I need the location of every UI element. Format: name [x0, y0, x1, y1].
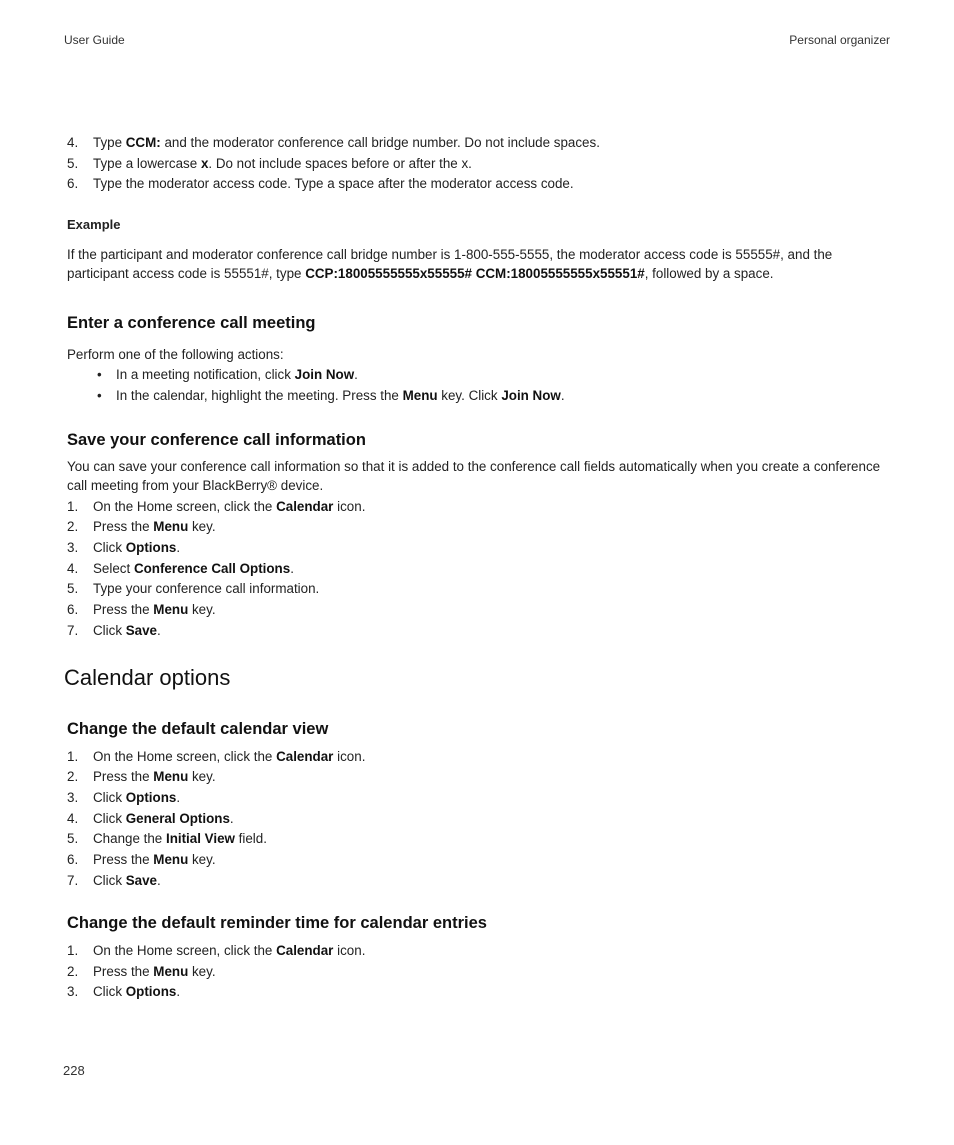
list-item: 5. Type your conference call information.: [67, 581, 320, 596]
example-heading: Example: [67, 217, 121, 232]
list-item: 1. On the Home screen, click the Calendar icon.: [67, 943, 366, 958]
list-item: 2. Press the Menu key.: [67, 964, 216, 979]
chapter-heading-calendar-options: Calendar options: [64, 665, 231, 690]
list-item: 1. On the Home screen, click the Calendar icon.: [67, 499, 366, 514]
list-item: 1. On the Home screen, click the Calendar icon.: [67, 749, 366, 764]
running-header-left: User Guide: [64, 33, 125, 47]
section-heading-save: Save your conference call information: [67, 431, 366, 449]
list-item: 3. Click Options.: [67, 984, 181, 999]
list-item: 4. Click General Options.: [67, 811, 234, 826]
list-item: 2. Press the Menu key.: [67, 769, 216, 784]
list-item: • In a meeting notification, click Join Now.: [97, 367, 358, 382]
section-heading-default-view: Change the default calendar view: [67, 720, 329, 738]
list-item: 3. Click Options.: [67, 540, 181, 555]
list-item: • In the calendar, highlight the meeting. Press the Menu key. Click Join Now.: [97, 388, 565, 403]
example-text: If the participant and moderator conference call bridge number is 1-800-555-5555, the moderator access code is 55555#, and the participant access code is 55551#, type CCP:18005555555x55555# CCM:18005555555x55551#, followed by a space.: [67, 247, 833, 281]
list-item: 4. Type CCM: and the moderator conference call bridge number. Do not include spaces.: [67, 135, 600, 150]
list-item: 4. Select Conference Call Options.: [67, 561, 294, 576]
section-heading-reminder: Change the default reminder time for calendar entries: [67, 914, 487, 932]
save-description: You can save your conference call information so that it is added to the conference call fields automatically when you create a conference call meeting from your BlackBerry® device.: [67, 459, 881, 493]
list-item: 6. Press the Menu key.: [67, 602, 216, 617]
list-item: 3. Click Options.: [67, 790, 181, 805]
section-heading-join: Enter a conference call meeting: [67, 314, 316, 332]
list-item: 5. Type a lowercase x. Do not include spaces before or after the x.: [67, 156, 472, 171]
running-header-right: Personal organizer: [789, 33, 890, 47]
list-item: 2. Press the Menu key.: [67, 519, 216, 534]
list-item: 7. Click Save.: [67, 623, 161, 638]
list-item: 7. Click Save.: [67, 873, 161, 888]
list-item: 6. Type the moderator access code. Type a space after the moderator access code.: [67, 176, 574, 191]
list-item: 5. Change the Initial View field.: [67, 831, 267, 846]
join-lead: Perform one of the following actions:: [67, 347, 284, 362]
page-number: 228: [63, 1063, 85, 1078]
list-item: 6. Press the Menu key.: [67, 852, 216, 867]
